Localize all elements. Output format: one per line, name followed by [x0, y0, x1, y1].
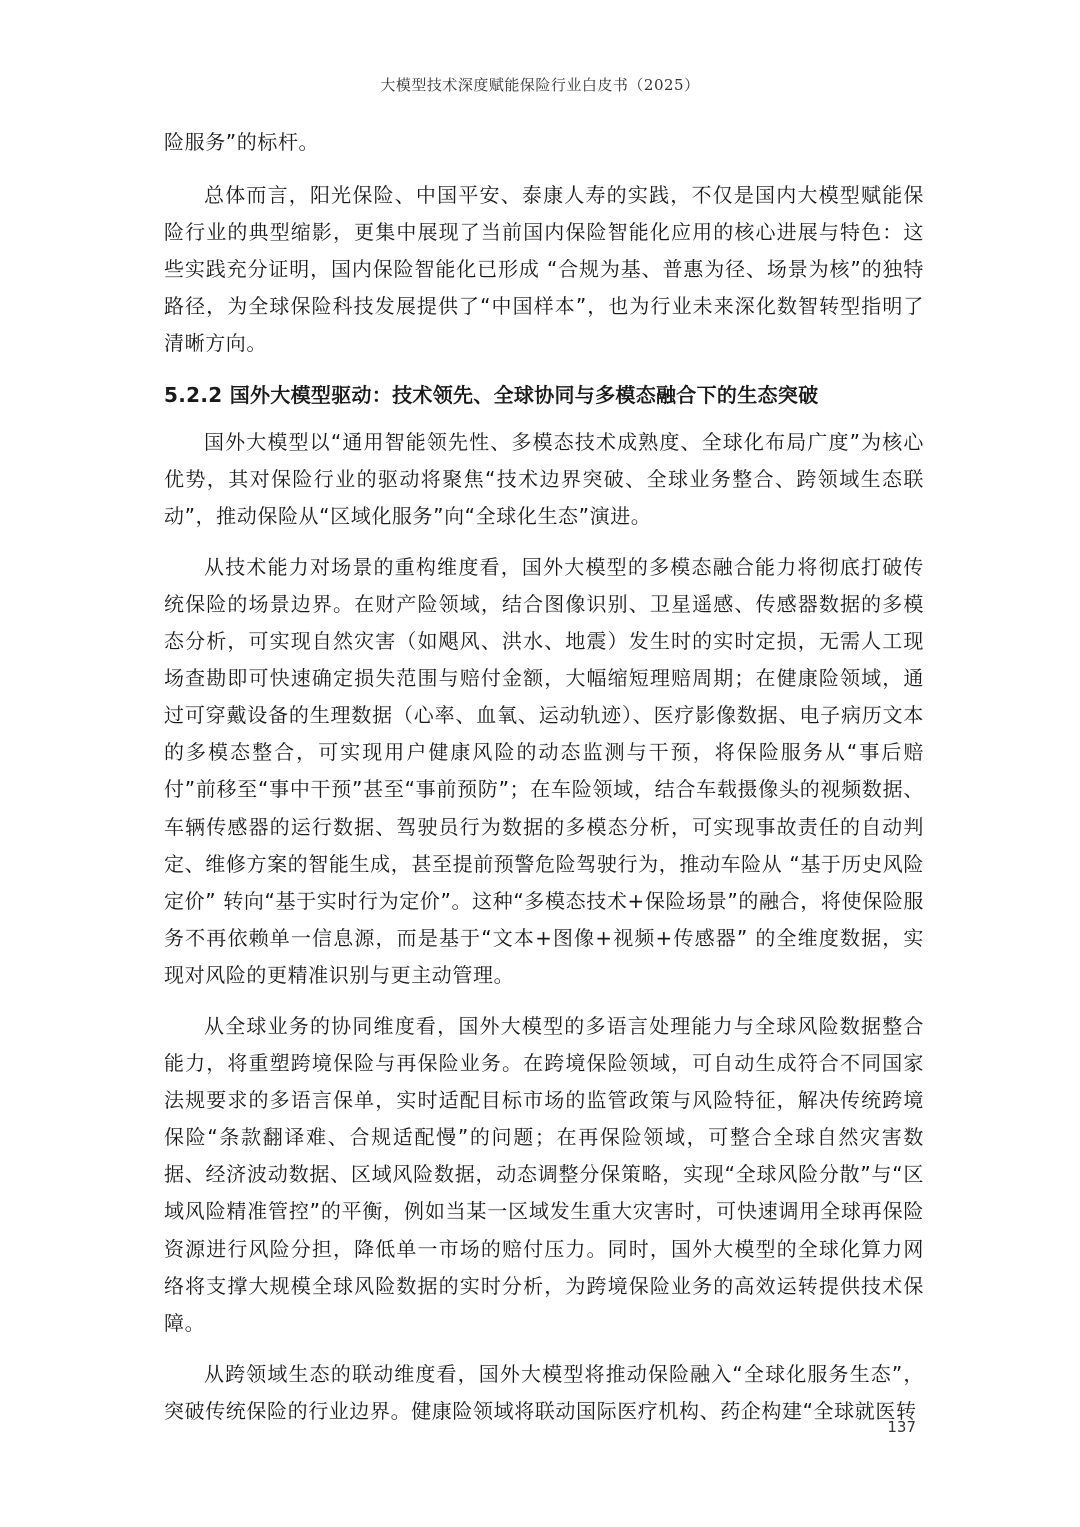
page-body [164, 124, 924, 1444]
paragraph-global-business: 从全球业务的协同维度看，国外大模型的多语言处理能力与全球风险数据整合能力，将重塑跨境保险与再保险业务。在跨境保险领域，可自动生成符合不同国家法规要求的多语言保单，实时适配目标市场的监管政策与风险特征，解决传统跨境保险“条款翻译难、合规适配慢”的问题；在再保险领域，可整合全球自然灾害数据、经济波动数据、区域风险数据，动态调整分保策略，实现“全球风险分散”与“区域风险精准管控”的平衡，例如当某一区域发生重大灾害时，可快速调用全球再保险资源进行风险分担，降低单一市场的赔付压力。同时，国外大模型的全球化算力网络将支撑大规模全球风险数据的实时分析，为跨境保险业务的高效运转提供技术保障。 [164, 1013, 924, 1335]
running-header: 大模型技术深度赋能保险行业白皮书（2025） [380, 76, 700, 94]
paragraph-continuation: 险服务”的标杆。 [164, 130, 320, 154]
page-number: 137 [887, 1418, 916, 1436]
paragraph-multimodal: 从技术能力对场景的重构维度看，国外大模型的多模态融合能力将彻底打破传统保险的场景边界。在财产险领域，结合图像识别、卫星遥感、传感器数据的多模态分析，可实现自然灾害（如飓风、洪水、地震）发生时的实时定损，无需人工现场查勘即可快速确定损失范围与赔付金额，大幅缩短理赔周期；在健康险领域，通过可穿戴设备的生理数据（心率、血氧、运动轨迹）、医疗影像数据、电子病历文本的多模态整合，可实现用户健康风险的动态监测与干预，将保险服务从“事后赔付”前移至“事中干预”甚至“事前预防”；在车险领域，结合车载摄像头的视频数据、车辆传感器的运行数据、驾驶员行为数据的多模态分析，可实现事故责任的自动判定、维修方案的智能生成，甚至提前预警危险驾驶行为，推动车险从 “基于历史风险定价” 转向“基于实时行为定价”。这种“多模态技术+保险场景”的融合，将使保险服务不再依赖单一信息源，而是基于“文本+图像+视频+传感器” 的全维度数据，实现对风险的更精准识别与更主动管理。 [164, 554, 924, 987]
paragraph-intro: 国外大模型以“通用智能领先性、多模态技术成熟度、全球化布局广度”为核心优势，其对保险行业的驱动将聚焦“技术边界突破、全球业务整合、跨领域生态联动”，推动保险从“区域化服务”向“全球化生态”演进。 [164, 429, 924, 528]
paragraph-summary: 总体而言，阳光保险、中国平安、泰康人寿的实践，不仅是国内大模型赋能保险行业的典型缩影，更集中展现了当前国内保险智能化应用的核心进展与特色：这些实践充分证明，国内保险智能化已形成 “合规为基、普惠为径、场景为核”的独特路径，为全球保险科技发展提供了“中国样本”，也为行业未来深化数智转型指明了清晰方向。 [164, 183, 924, 356]
section-heading: 5.2.2 国外大模型驱动：技术领先、全球协同与多模态融合下的生态突破 [164, 382, 819, 407]
paragraph-ecosystem: 从跨领域生态的联动维度看，国外大模型将推动保险融入“全球化服务生态”，突破传统保险的行业边界。健康险领域将联动国际医疗机构、药企构建“全球就医转 [164, 1361, 924, 1423]
